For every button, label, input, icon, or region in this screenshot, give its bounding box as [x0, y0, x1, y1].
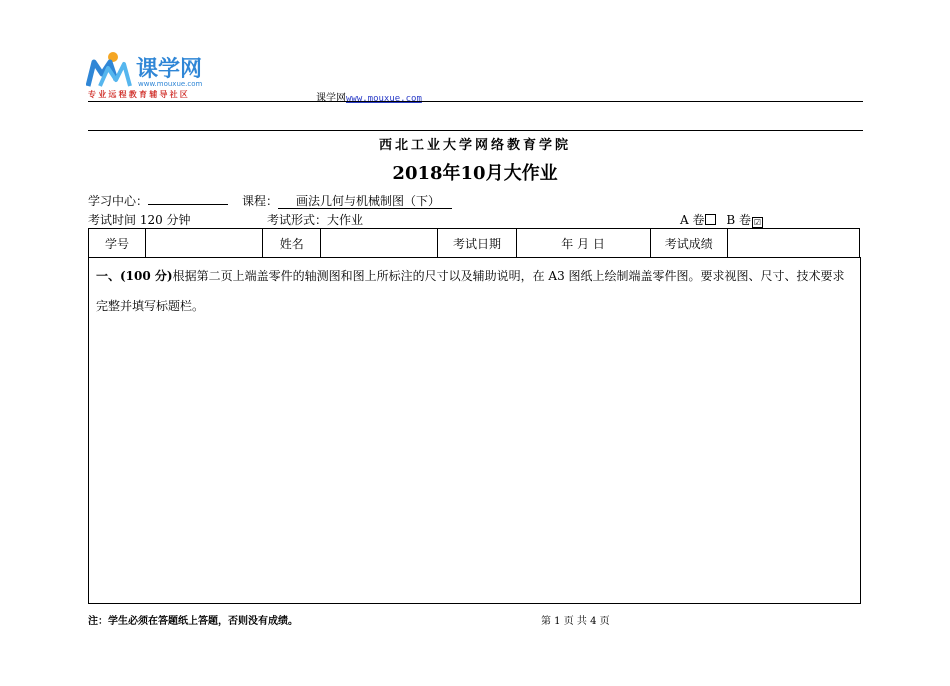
student-id-field[interactable] — [146, 229, 263, 258]
question-text — [96, 261, 856, 321]
exam-date-label: 考试日期 — [438, 229, 516, 258]
exam-date-field[interactable]: 年 月 日 — [516, 229, 650, 258]
page-number: 第 1 页 共 4 页 — [541, 616, 610, 627]
paper-a-checkbox[interactable] — [705, 214, 716, 225]
site-link[interactable]: www.mouxue.com — [346, 94, 422, 104]
question-number: 一、(100 分) — [96, 269, 173, 283]
footer-note: 注：学生必须在答题纸上答题，否则没有成绩。 — [88, 616, 298, 627]
paper-a-label: A 卷 — [680, 213, 705, 227]
paper-b-checkbox[interactable]: ☑ — [753, 218, 762, 227]
center-field — [88, 192, 228, 209]
logo-mark-icon — [86, 50, 236, 92]
name-field[interactable] — [321, 229, 438, 258]
university-name: 西北工业大学网络教育学院 — [378, 138, 571, 153]
logo-tagline: 专业远程教育辅导社区 — [88, 90, 190, 99]
logo-text: 课学网 — [136, 57, 203, 82]
question-box — [88, 257, 861, 604]
logo-url: www.mouxue.com — [138, 80, 203, 88]
header-divider — [88, 101, 863, 102]
score-label: 考试成绩 — [650, 229, 727, 258]
table-row — [89, 229, 860, 258]
site-prefix: 课学网 — [316, 93, 346, 104]
info-table — [88, 228, 860, 258]
page-title: 2018年10月大作业 — [392, 163, 558, 184]
student-id-label: 学号 — [89, 229, 146, 258]
exam-form: 考试形式：大作业 — [267, 213, 364, 227]
name-label: 姓名 — [263, 229, 321, 258]
score-field[interactable] — [727, 229, 859, 258]
center-blank[interactable] — [148, 192, 228, 205]
question-body: 根据第二页上端盖零件的轴测图和图上所标注的尺寸以及辅助说明，在 A3 图纸上绘制端盖零件图。要求视图、尺寸、技术要求完整并填写标题栏。 — [96, 269, 845, 313]
course-label: 课程： — [242, 194, 279, 208]
title-divider — [88, 130, 863, 131]
course-value: 画法几何与机械制图（下） — [278, 194, 452, 209]
exam-time: 考试时间 120 分钟 — [88, 213, 191, 227]
paper-type — [680, 211, 763, 228]
center-label: 学习中心： — [88, 194, 149, 208]
paper-b-label: B 卷 — [726, 213, 751, 227]
course-field — [242, 192, 452, 209]
